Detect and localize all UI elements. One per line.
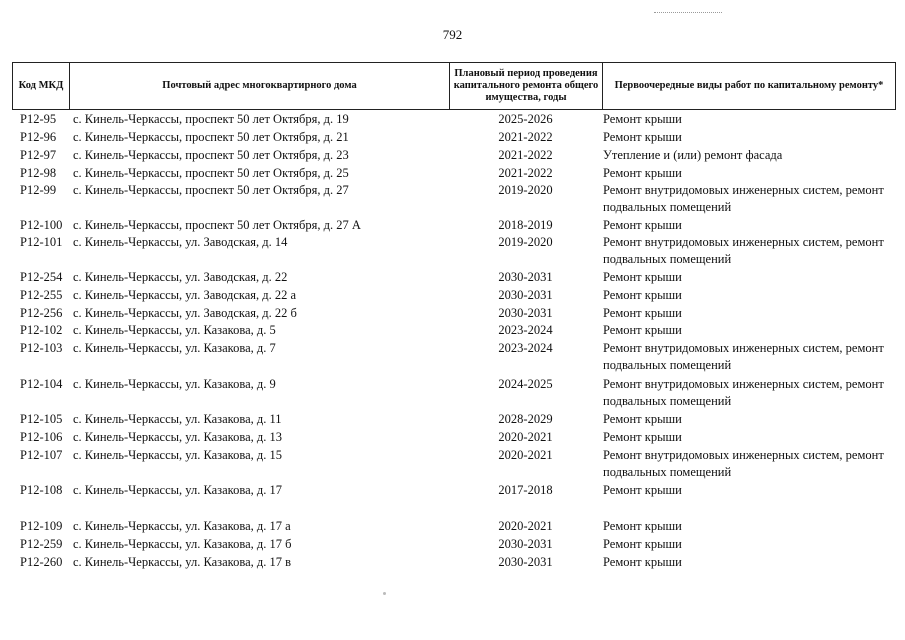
priority-works: Ремонт крыши	[603, 218, 682, 232]
repair-period: 2030-2031	[498, 555, 553, 569]
header-period: Плановый период проведения капитального ремонта общего имущества, годы	[449, 63, 602, 109]
postal-address: с. Кинель-Черкассы, ул. Заводская, д. 22 а	[73, 288, 297, 302]
repair-period: 2024-2025	[498, 377, 553, 391]
repair-period: 2019-2020	[498, 183, 553, 197]
repair-period: 2020-2021	[498, 430, 553, 444]
postal-address: с. Кинель-Черкассы, ул. Заводская, д. 22	[73, 270, 288, 284]
postal-address: с. Кинель-Черкассы, ул. Заводская, д. 14	[73, 235, 288, 249]
mkd-code: Р12-98	[20, 166, 57, 180]
repair-period: 2025-2026	[498, 112, 553, 126]
repair-period: 2018-2019	[498, 218, 553, 232]
priority-works: Ремонт крыши	[603, 537, 682, 551]
priority-works: Ремонт крыши	[603, 555, 682, 569]
repair-period: 2021-2022	[498, 166, 553, 180]
mkd-code: Р12-259	[20, 537, 63, 551]
priority-works: Ремонт внутридомовых инженерных систем, ремонт подвальных помещений	[603, 377, 884, 408]
postal-address: с. Кинель-Черкассы, ул. Казакова, д. 5	[73, 323, 276, 337]
mkd-code: Р12-95	[20, 112, 57, 126]
priority-works: Ремонт крыши	[603, 130, 682, 144]
postal-address: с. Кинель-Черкассы, проспект 50 лет Октября, д. 27 А	[73, 218, 361, 232]
priority-works: Ремонт внутридомовых инженерных систем, ремонт подвальных помещений	[603, 448, 884, 479]
repair-period: 2023-2024	[498, 323, 553, 337]
repair-period: 2023-2024	[498, 341, 553, 355]
table-header-row	[12, 62, 896, 110]
postal-address: с. Кинель-Черкассы, ул. Заводская, д. 22 б	[73, 306, 297, 320]
repair-period: 2021-2022	[498, 130, 553, 144]
repair-period: 2021-2022	[498, 148, 553, 162]
postal-address: с. Кинель-Черкассы, ул. Казакова, д. 15	[73, 448, 282, 462]
repair-period: 2030-2031	[498, 270, 553, 284]
mkd-code: Р12-260	[20, 555, 63, 569]
mkd-code: Р12-106	[20, 430, 63, 444]
priority-works: Ремонт крыши	[603, 323, 682, 337]
scan-artifact-dot	[383, 592, 386, 595]
mkd-code: Р12-107	[20, 448, 63, 462]
postal-address: с. Кинель-Черкассы, ул. Казакова, д. 11	[73, 412, 282, 426]
mkd-code: Р12-101	[20, 235, 63, 249]
priority-works: Ремонт внутридомовых инженерных систем, ремонт подвальных помещений	[603, 341, 884, 372]
priority-works: Ремонт крыши	[603, 483, 682, 497]
priority-works: Ремонт внутридомовых инженерных систем, ремонт подвальных помещений	[603, 235, 884, 266]
mkd-code: Р12-100	[20, 218, 63, 232]
postal-address: с. Кинель-Черкассы, ул. Казакова, д. 17 а	[73, 519, 291, 533]
repair-period: 2030-2031	[498, 288, 553, 302]
repair-schedule-table	[12, 62, 896, 569]
header-code: Код МКД	[12, 63, 69, 109]
priority-works: Ремонт крыши	[603, 430, 682, 444]
postal-address: с. Кинель-Черкассы, проспект 50 лет Октября, д. 25	[73, 166, 349, 180]
repair-period: 2028-2029	[498, 412, 553, 426]
priority-works: Ремонт крыши	[603, 112, 682, 126]
page-number: 792	[442, 27, 463, 42]
priority-works: Утепление и (или) ремонт фасада	[603, 148, 783, 162]
postal-address: с. Кинель-Черкассы, проспект 50 лет Октября, д. 19	[73, 112, 349, 126]
postal-address: с. Кинель-Черкассы, проспект 50 лет Октября, д. 23	[73, 148, 349, 162]
priority-works: Ремонт крыши	[603, 166, 682, 180]
mkd-code: Р12-104	[20, 377, 63, 391]
postal-address: с. Кинель-Черкассы, проспект 50 лет Октября, д. 21	[73, 130, 349, 144]
repair-period: 2020-2021	[498, 519, 553, 533]
mkd-code: Р12-254	[20, 270, 63, 284]
mkd-code: Р12-108	[20, 483, 63, 497]
mkd-code: Р12-255	[20, 288, 63, 302]
postal-address: с. Кинель-Черкассы, проспект 50 лет Октября, д. 27	[73, 183, 349, 197]
postal-address: с. Кинель-Черкассы, ул. Казакова, д. 17	[73, 483, 282, 497]
priority-works: Ремонт крыши	[603, 519, 682, 533]
repair-period: 2017-2018	[498, 483, 553, 497]
repair-period: 2030-2031	[498, 537, 553, 551]
repair-period: 2030-2031	[498, 306, 553, 320]
postal-address: с. Кинель-Черкассы, ул. Казакова, д. 9	[73, 377, 276, 391]
postal-address: с. Кинель-Черкассы, ул. Казакова, д. 17 в	[73, 555, 292, 569]
priority-works: Ремонт крыши	[603, 412, 682, 426]
postal-address: с. Кинель-Черкассы, ул. Казакова, д. 7	[73, 341, 276, 355]
mkd-code: Р12-99	[20, 183, 57, 197]
header-address: Почтовый адрес многоквартирного дома	[69, 63, 449, 109]
repair-period: 2019-2020	[498, 235, 553, 249]
mkd-code: Р12-105	[20, 412, 63, 426]
mkd-code: Р12-109	[20, 519, 63, 533]
priority-works: Ремонт внутридомовых инженерных систем, ремонт подвальных помещений	[603, 183, 884, 214]
mkd-code: Р12-102	[20, 323, 63, 337]
mkd-code: Р12-256	[20, 306, 63, 320]
mkd-code: Р12-97	[20, 148, 57, 162]
header-works: Первоочередные виды работ по капитальному ремонту*	[602, 63, 896, 109]
priority-works: Ремонт крыши	[603, 288, 682, 302]
scan-artifact-line	[654, 12, 722, 13]
repair-period: 2020-2021	[498, 448, 553, 462]
priority-works: Ремонт крыши	[603, 270, 682, 284]
priority-works: Ремонт крыши	[603, 306, 682, 320]
mkd-code: Р12-96	[20, 130, 57, 144]
postal-address: с. Кинель-Черкассы, ул. Казакова, д. 13	[73, 430, 282, 444]
postal-address: с. Кинель-Черкассы, ул. Казакова, д. 17 б	[73, 537, 292, 551]
mkd-code: Р12-103	[20, 341, 63, 355]
